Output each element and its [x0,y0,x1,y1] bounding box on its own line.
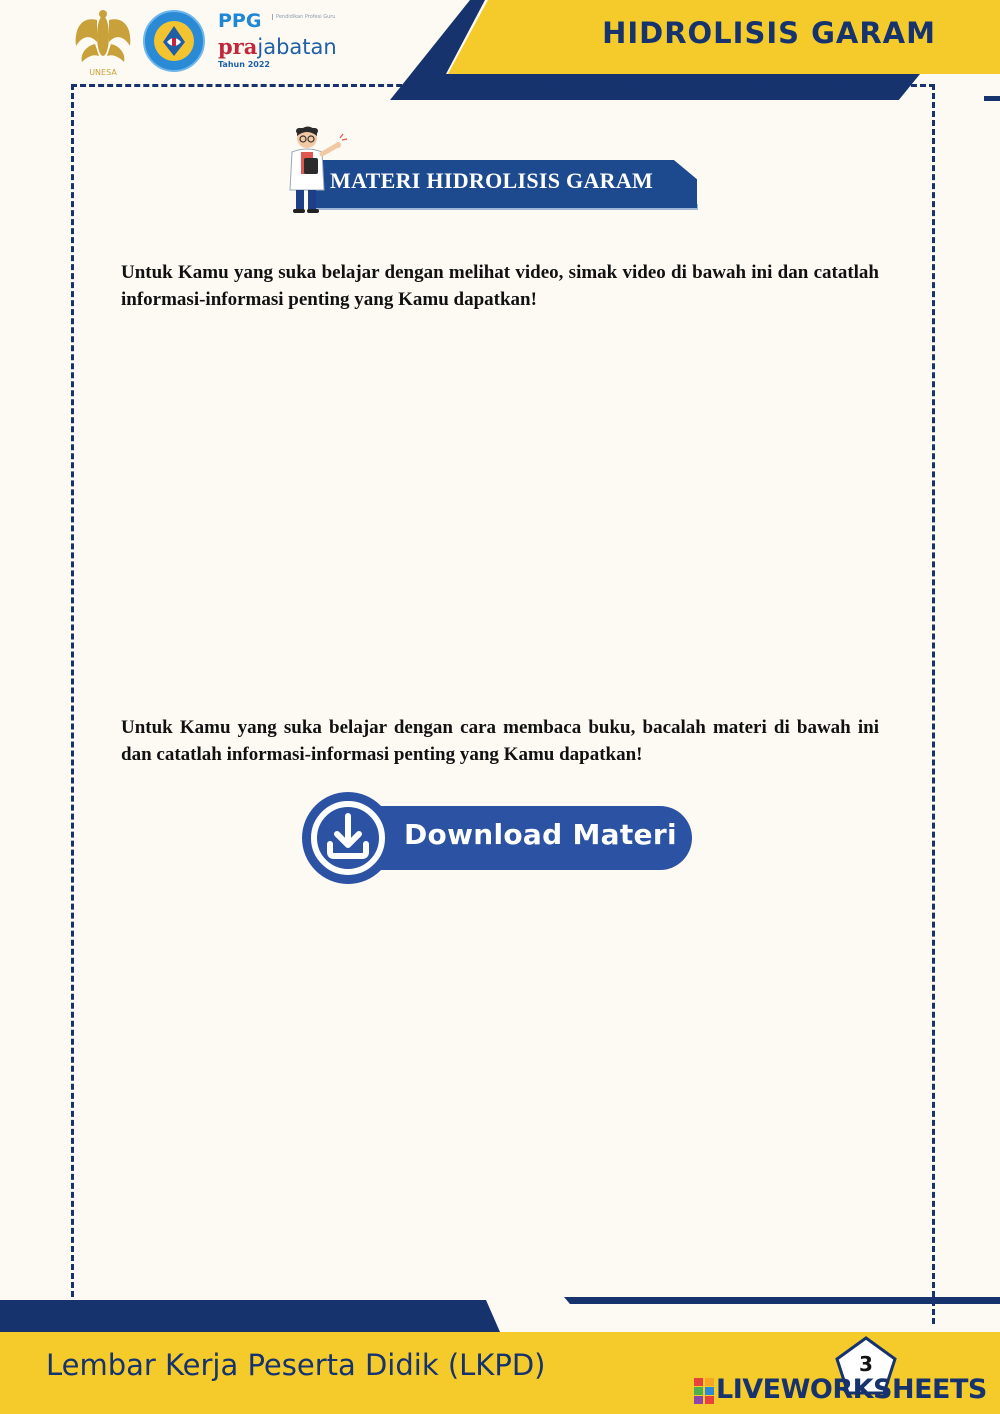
footer-navy-band-right [564,1297,1000,1304]
ppg-prajabatan-logo [218,8,348,72]
ppg-subtitle: Pendidikan Profesi Guru [272,14,335,20]
prajabatan-word [218,34,337,59]
liveworksheets-logo[interactable] [694,1374,990,1408]
footer-navy-band-left [0,1300,500,1332]
page-title: HIDROLISIS GARAM [602,16,936,50]
prajabatan-rest: jabatan [257,35,337,59]
video-instruction: Untuk Kamu yang suka belajar dengan melihat video, simak video di bawah ini dan catatlah informasi-informasi penting yang Kamu dapatkan! [121,262,879,310]
liveworksheets-icon [694,1378,714,1404]
header-right-mark [984,96,1000,101]
download-materi-button[interactable] [302,792,694,887]
unesa-logo [68,6,138,78]
unesa-logo-label: UNESA [89,68,117,77]
page-number: 3 [859,1352,873,1376]
download-icon [308,798,388,878]
liveworksheets-brand: LIVEWORKSHEETS [716,1374,987,1405]
prajabatan-pra: pra [218,34,258,59]
ppg-year: Tahun 2022 [218,60,270,69]
ppg-word: PPG [218,10,262,32]
footer-title: Lembar Kerja Peserta Didik (LKPD) [46,1348,546,1382]
reading-instruction: Untuk Kamu yang suka belajar dengan cara membaca buku, bacalah materi di bawah ini dan catatlah informasi-informasi penting yang Kamu dapatkan! [121,717,879,765]
kemdikbud-logo [143,10,205,72]
section-banner-title: MATERI HIDROLISIS GARAM [330,168,654,193]
download-button-label: Download Materi [404,818,677,851]
teacher-illustration [276,118,348,216]
